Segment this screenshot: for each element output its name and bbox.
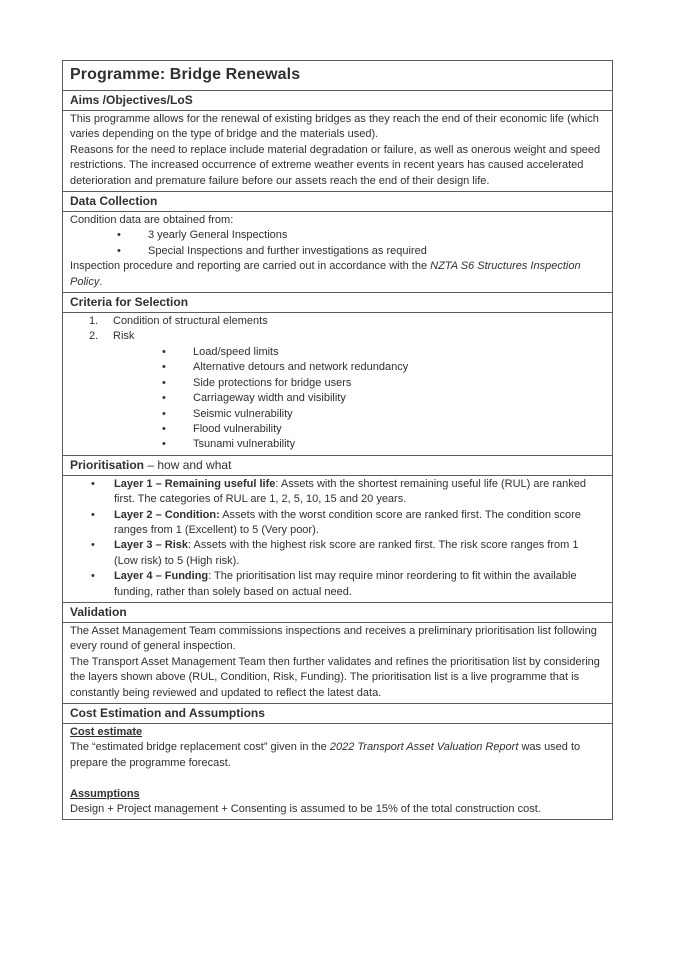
list-item-text: Special Inspections and further investigations as required bbox=[148, 244, 427, 257]
section-header-data-collection bbox=[63, 192, 612, 212]
numbered-item-2 bbox=[70, 329, 605, 344]
programme-table bbox=[62, 60, 613, 820]
prioritisation-layers-list bbox=[70, 477, 605, 600]
section-header-text: Validation bbox=[70, 604, 127, 619]
item-text: Risk bbox=[113, 330, 135, 343]
aims-paragraph-2: Reasons for the need to replace include material degradation or failure, as well as onerous weight and speed restrictions. The increased occurrence of extreme weather events in recent years has caused accelerated deterioration and premature failure before our assets reach the end of their design life. bbox=[70, 143, 601, 187]
section-header-rest: – how and what bbox=[144, 457, 232, 472]
page-title-text: Programme: Bridge Renewals bbox=[70, 66, 301, 83]
layer-label: Layer 2 – Condition: bbox=[114, 508, 220, 521]
layer-text: : The prioritisation list may require minor reordering to fit within the available funding, rather than solely based on actual need. bbox=[114, 570, 577, 598]
layer-text: Assets with the worst condition score are ranked first. The condition score ranges from 1 (Excellent) to 5 (Very poor). bbox=[114, 508, 581, 536]
validation-paragraph-2: The Transport Asset Management Team then further validates and refines the prioritisation list by considering the layers shown above (RUL, Condition, Risk, Funding). The prioritisation list is a live programme that is constantly being reviewed and updated to reflect the latest data. bbox=[70, 655, 600, 699]
risk-criteria-list bbox=[70, 345, 605, 453]
section-header-text: Aims /Objectives/LoS bbox=[70, 93, 193, 107]
outro-prefix: Inspection procedure and reporting are carried out in accordance with the bbox=[70, 260, 431, 273]
layer-label: Layer 4 – Funding bbox=[114, 570, 209, 583]
layer-label: Layer 3 – Risk bbox=[114, 539, 188, 552]
list-item-text: Side protections for bridge users bbox=[193, 376, 352, 389]
section-header-cost bbox=[63, 704, 612, 724]
section-header-bold: Prioritisation bbox=[70, 457, 145, 472]
section-header-text: Data Collection bbox=[70, 194, 158, 209]
section-header-text: Cost Estimation and Assumptions bbox=[70, 706, 265, 720]
list-item-text: Carriageway width and visibility bbox=[193, 392, 346, 405]
list-item bbox=[70, 391, 605, 406]
data-collection-outro bbox=[70, 259, 605, 290]
numbered-item-1 bbox=[70, 314, 605, 329]
section-body-prioritisation bbox=[63, 476, 612, 603]
list-item bbox=[70, 244, 605, 259]
cost-estimate-paragraph bbox=[70, 740, 605, 771]
list-item-text: Tsunami vulnerability bbox=[193, 438, 296, 451]
section-body-data-collection bbox=[63, 212, 612, 293]
list-item bbox=[70, 345, 605, 360]
layer-label: Layer 1 – Remaining useful life bbox=[114, 477, 276, 490]
validation-paragraph-1: The Asset Management Team commissions inspections and receives a preliminary prioritisation list following every round of general inspection. bbox=[70, 624, 597, 653]
list-item-text: Load/speed limits bbox=[193, 345, 279, 358]
assumptions-paragraph: Design + Project management + Consenting is assumed to be 15% of the total construction cost. bbox=[70, 803, 541, 816]
layer-item-4 bbox=[70, 569, 605, 600]
list-item bbox=[70, 360, 605, 375]
section-body-criteria bbox=[63, 313, 612, 456]
aims-paragraph-1: This programme allows for the renewal of existing bridges as they reach the end of their economic life (which varies depending on the type of bridge and the materials used). bbox=[70, 113, 599, 141]
section-header-text: Criteria for Selection bbox=[70, 295, 189, 310]
section-body-aims bbox=[63, 111, 612, 192]
blank-line bbox=[70, 771, 605, 786]
list-item-text: Alternative detours and network redundancy bbox=[193, 361, 409, 374]
assumptions-heading: Assumptions bbox=[70, 787, 140, 800]
list-item-text: 3 yearly General Inspections bbox=[148, 229, 288, 242]
estimate-prefix: The “estimated bridge replacement cost” given in the bbox=[70, 741, 330, 754]
list-item bbox=[70, 407, 605, 422]
outro-suffix: . bbox=[99, 275, 103, 288]
section-header-aims bbox=[63, 91, 612, 111]
item-text: Condition of structural elements bbox=[113, 315, 268, 328]
cost-estimate-heading: Cost estimate bbox=[70, 726, 143, 738]
policy-reference: NZTA S6 Structures Inspection Policy bbox=[70, 260, 581, 288]
list-item bbox=[70, 228, 605, 243]
layer-item-3 bbox=[70, 538, 605, 569]
list-item-text: Flood vulnerability bbox=[193, 422, 282, 435]
data-collection-intro: Condition data are obtained from: bbox=[70, 214, 234, 227]
section-header-prioritisation bbox=[63, 456, 612, 476]
list-item bbox=[70, 422, 605, 437]
page-title bbox=[63, 61, 612, 91]
item-number: 2. bbox=[89, 330, 99, 343]
layer-text: : Assets with the highest risk score are ranked first. The risk score ranges from 1 (Low risk) to 5 (High risk). bbox=[114, 539, 579, 567]
section-header-validation bbox=[63, 603, 612, 623]
item-number: 1. bbox=[89, 315, 99, 328]
section-body-validation bbox=[63, 623, 612, 704]
data-collection-list bbox=[70, 228, 605, 259]
layer-item-1 bbox=[70, 477, 605, 508]
list-item bbox=[70, 437, 605, 452]
list-item bbox=[70, 376, 605, 391]
section-body-cost bbox=[63, 724, 612, 819]
layer-item-2 bbox=[70, 508, 605, 539]
section-header-criteria bbox=[63, 293, 612, 313]
estimate-suffix: was used to prepare the programme forecast. bbox=[70, 741, 581, 769]
valuation-report-reference: 2022 Transport Asset Valuation Report bbox=[329, 741, 519, 754]
layer-text: : Assets with the shortest remaining useful life (RUL) are ranked first. The categories of RUL are 1, 2, 5, 10, 15 and 20 years. bbox=[114, 477, 586, 506]
list-item-text: Seismic vulnerability bbox=[193, 407, 293, 420]
